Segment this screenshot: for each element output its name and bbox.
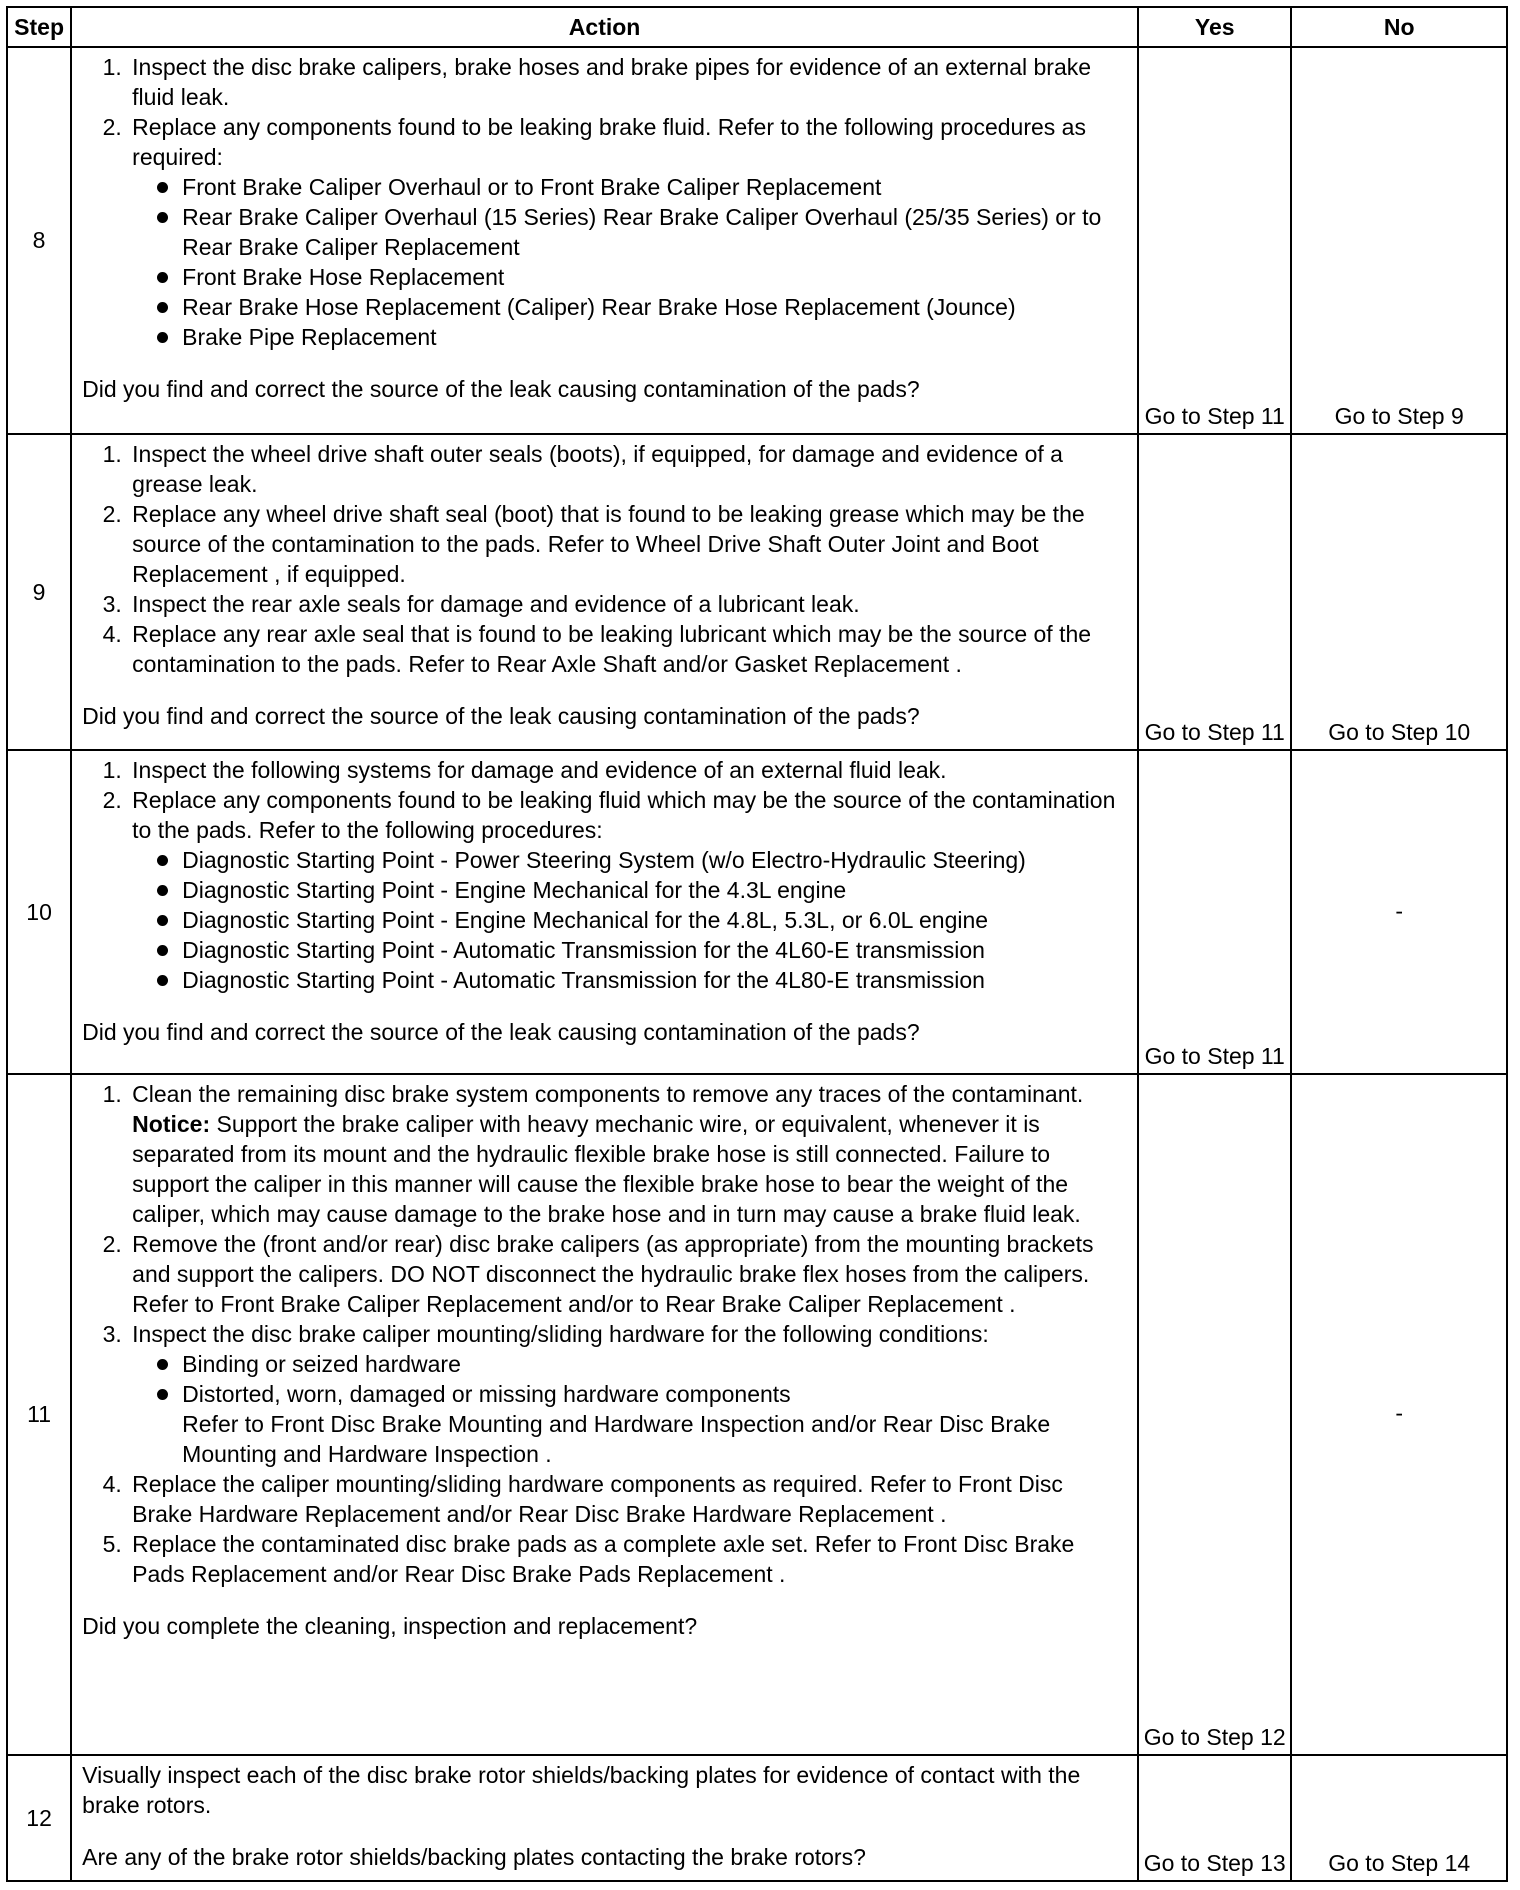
action-item: 3. Inspect the rear axle seals for damage and evidence of a lubricant leak.	[128, 589, 1129, 619]
header-step: Step	[7, 7, 71, 47]
action-item: 2. Replace any components found to be leaking brake fluid. Refer to the following procedures as required: Front Brake Caliper Overhaul or to Front Brake Caliper Replacement Rear Brake Caliper Overhaul (15 Series) Rear Brake Caliper Overhaul (25/35 Series) or to Rear Brake Caliper Replacement Front Brake Hose Replacement Rear Brake Hose Replacement (Caliper) Rear Brake Hose Replacement (Jounce) Brake Pipe Replacement	[128, 112, 1129, 352]
step-number: 12	[7, 1755, 71, 1881]
action-list	[82, 52, 1129, 352]
header-yes: Yes	[1138, 7, 1291, 47]
diagnostic-table	[6, 6, 1508, 1882]
question-text: Are any of the brake rotor shields/backing plates contacting the brake rotors?	[82, 1843, 866, 1870]
step-row-11	[7, 1074, 1507, 1755]
bullet-list	[132, 1349, 1129, 1469]
action-cell	[71, 47, 1138, 434]
action-cell	[71, 1755, 1138, 1881]
bullet-item: Brake Pipe Replacement	[182, 322, 1129, 352]
action-list	[82, 439, 1129, 679]
action-list	[82, 1079, 1129, 1589]
action-cell	[71, 1074, 1138, 1755]
yes-result: Go to Step 11	[1138, 750, 1291, 1074]
yes-result: Go to Step 12	[1138, 1074, 1291, 1755]
action-list	[82, 755, 1129, 995]
bullet-item: Binding or seized hardware	[182, 1349, 1129, 1379]
action-cell	[71, 434, 1138, 751]
step-number: 8	[7, 47, 71, 434]
bullet-item: Rear Brake Caliper Overhaul (15 Series) Rear Brake Caliper Overhaul (25/35 Series) or to Rear Brake Caliper Replacement	[182, 202, 1129, 262]
question-text: Did you find and correct the source of the leak causing contamination of the pads?	[82, 702, 920, 729]
yes-result: Go to Step 13	[1138, 1755, 1291, 1881]
step-row-8	[7, 47, 1507, 434]
no-result: -	[1291, 750, 1507, 1074]
no-result: Go to Step 10	[1291, 434, 1507, 751]
notice-text: Support the brake caliper with heavy mechanic wire, or equivalent, whenever it is separated from its mount and the hydraulic flexible brake hose is still connected. Failure to support the caliper in this manner will cause the flexible brake hose to bear the weight of the caliper, which may cause damage to the brake hose and in turn may cause a brake fluid leak.	[132, 1110, 1081, 1227]
bullet-item: Distorted, worn, damaged or missing hardware components Refer to Front Disc Brake Mounting and Hardware Inspection and/or Rear Disc Brake Mounting and Hardware Inspection .	[182, 1379, 1129, 1469]
action-item: 1. Clean the remaining disc brake system components to remove any traces of the contaminant. Notice: Support the brake caliper with heavy mechanic wire, or equivalent, whenever it is separated from its mount and the hydraulic flexible brake hose is still connected. Failure to support the caliper in this manner will cause the flexible brake hose to bear the weight of the caliper, which may cause damage to the brake hose and in turn may cause a brake fluid leak.	[128, 1079, 1129, 1229]
question-text: Did you find and correct the source of the leak causing contamination of the pads?	[82, 1019, 920, 1046]
action-item: 4. Replace the caliper mounting/sliding hardware components as required. Refer to Front Disc Brake Hardware Replacement and/or Rear Disc Brake Hardware Replacement .	[128, 1469, 1129, 1529]
step-row-12	[7, 1755, 1507, 1881]
action-item: 2. Remove the (front and/or rear) disc brake calipers (as appropriate) from the mounting brackets and support the calipers. DO NOT disconnect the hydraulic brake flex hoses from the calipers. Refer to Front Brake Caliper Replacement and/or to Rear Brake Caliper Replacement .	[128, 1229, 1129, 1319]
action-item: 5. Replace the contaminated disc brake pads as a complete axle set. Refer to Front Disc Brake Pads Replacement and/or Rear Disc Brake Pads Replacement .	[128, 1529, 1129, 1589]
header-no: No	[1291, 7, 1507, 47]
yes-result: Go to Step 11	[1138, 47, 1291, 434]
action-cell	[71, 750, 1138, 1074]
bullet-list	[132, 845, 1129, 995]
bullet-list	[132, 172, 1129, 352]
question-text: Did you find and correct the source of the leak causing contamination of the pads?	[82, 376, 920, 402]
header-action: Action	[71, 7, 1138, 47]
bullet-item: Rear Brake Hose Replacement (Caliper) Rear Brake Hose Replacement (Jounce)	[182, 292, 1129, 322]
step-row-10	[7, 750, 1507, 1074]
action-item: 4. Replace any rear axle seal that is found to be leaking lubricant which may be the source of the contamination to the pads. Refer to Rear Axle Shaft and/or Gasket Replacement .	[128, 619, 1129, 679]
action-text: Visually inspect each of the disc brake rotor shields/backing plates for evidence of contact with the brake rotors.	[82, 1761, 1081, 1818]
bullet-item: Diagnostic Starting Point - Engine Mechanical for the 4.8L, 5.3L, or 6.0L engine	[182, 905, 1129, 935]
bullet-item: Front Brake Hose Replacement	[182, 262, 1129, 292]
bullet-item: Diagnostic Starting Point - Automatic Transmission for the 4L80-E transmission	[182, 965, 1129, 995]
header-row	[7, 7, 1507, 47]
action-item: 1. Inspect the disc brake calipers, brake hoses and brake pipes for evidence of an external brake fluid leak.	[128, 52, 1129, 112]
notice	[132, 1109, 1129, 1229]
yes-result: Go to Step 11	[1138, 434, 1291, 751]
no-result: -	[1291, 1074, 1507, 1755]
action-item: 2. Replace any components found to be leaking fluid which may be the source of the contamination to the pads. Refer to the following procedures: Diagnostic Starting Point - Power Steering System (w/o Electro-Hydraulic Steering) Diagnostic Starting Point - Engine Mechanical for the 4.3L engine Diagnostic Starting Point - Engine Mechanical for the 4.8L, 5.3L, or 6.0L engine Diagnostic Starting Point - Automatic Transmission for the 4L60-E transmission Diagnostic Starting Point - Automatic Transmission for the 4L80-E transmission	[128, 785, 1129, 995]
action-item: 1. Inspect the following systems for damage and evidence of an external fluid leak.	[128, 755, 1129, 785]
question-text: Did you complete the cleaning, inspection and replacement?	[82, 1612, 698, 1639]
action-item: 2. Replace any wheel drive shaft seal (boot) that is found to be leaking grease which may be the source of the contamination to the pads. Refer to Wheel Drive Shaft Outer Joint and Boot Replacement , if equipped.	[128, 499, 1129, 589]
action-item: 3. Inspect the disc brake caliper mounting/sliding hardware for the following conditions: Binding or seized hardware Distorted, worn, damaged or missing hardware components Refer to Front Disc Brake Mounting and Hardware Inspection and/or Rear Disc Brake Mounting and Hardware Inspection .	[128, 1319, 1129, 1469]
bullet-item: Diagnostic Starting Point - Engine Mechanical for the 4.3L engine	[182, 875, 1129, 905]
notice-label: Notice:	[132, 1110, 211, 1137]
step-number: 10	[7, 750, 71, 1074]
no-result: Go to Step 14	[1291, 1755, 1507, 1881]
bullet-item: Diagnostic Starting Point - Automatic Transmission for the 4L60-E transmission	[182, 935, 1129, 965]
action-item: 1. Inspect the wheel drive shaft outer seals (boots), if equipped, for damage and evidence of a grease leak.	[128, 439, 1129, 499]
bullet-item: Front Brake Caliper Overhaul or to Front Brake Caliper Replacement	[182, 172, 1129, 202]
step-number: 9	[7, 434, 71, 751]
step-row-9	[7, 434, 1507, 751]
step-number: 11	[7, 1074, 71, 1755]
bullet-item: Diagnostic Starting Point - Power Steering System (w/o Electro-Hydraulic Steering)	[182, 845, 1129, 875]
no-result: Go to Step 9	[1291, 47, 1507, 434]
bullet-note: Refer to Front Disc Brake Mounting and Hardware Inspection and/or Rear Disc Brake Mounting and Hardware Inspection .	[182, 1410, 1051, 1467]
